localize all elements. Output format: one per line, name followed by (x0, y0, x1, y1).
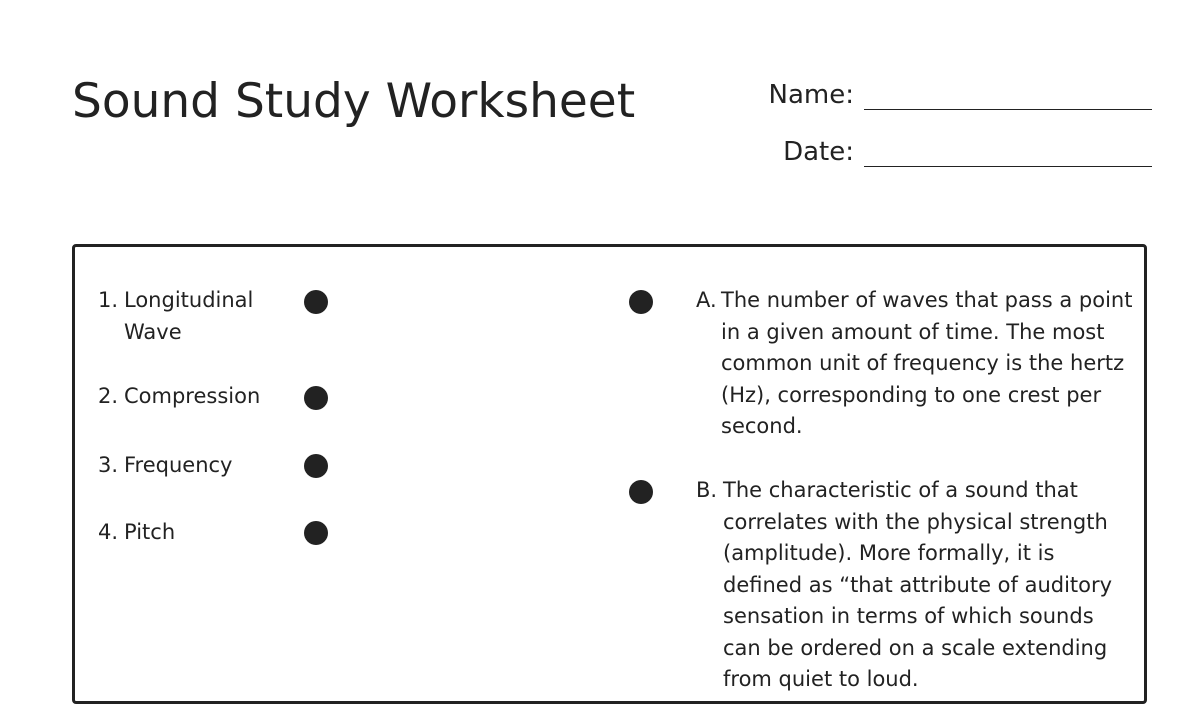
definition-a-match-dot[interactable] (629, 290, 653, 314)
term-4-match-dot[interactable] (304, 521, 328, 545)
term-text: Compression (124, 384, 261, 408)
term-2-match-dot[interactable] (304, 386, 328, 410)
name-input-line[interactable] (864, 109, 1152, 110)
term-item-1 (98, 285, 294, 348)
term-3-match-dot[interactable] (304, 454, 328, 478)
date-input-line[interactable] (864, 166, 1152, 167)
name-field-row (769, 78, 1152, 112)
definition-letter: A. (696, 288, 717, 312)
worksheet-title: Sound Study Worksheet (72, 74, 636, 129)
term-text: Frequency (124, 453, 233, 477)
definition-text: The characteristic of a sound that correlates with the physical strength (amplitude). More formally, it is defined as “that attribute of auditory sensation in terms of which sounds can be ordered on a scale extending from quiet to loud. (723, 478, 1113, 691)
term-number: 1. (98, 288, 119, 312)
term-item-3 (98, 450, 294, 482)
definition-letter: B. (696, 478, 718, 502)
definition-item-a (696, 285, 1136, 443)
term-number: 3. (98, 453, 119, 477)
term-item-4 (98, 517, 294, 549)
term-text: Longitudinal Wave (124, 288, 254, 344)
term-text: Pitch (124, 520, 176, 544)
term-1-match-dot[interactable] (304, 290, 328, 314)
term-number: 4. (98, 520, 119, 544)
term-number: 2. (98, 384, 119, 408)
definition-text: The number of waves that pass a point in a given amount of time. The most common unit of frequency is the hertz (Hz), corresponding to one crest per second. (721, 288, 1133, 438)
definition-b-match-dot[interactable] (629, 480, 653, 504)
date-field-row (783, 135, 1152, 169)
term-item-2 (98, 381, 294, 413)
definition-item-b (696, 475, 1136, 696)
name-label: Name: (768, 80, 854, 110)
date-label: Date: (783, 137, 854, 167)
